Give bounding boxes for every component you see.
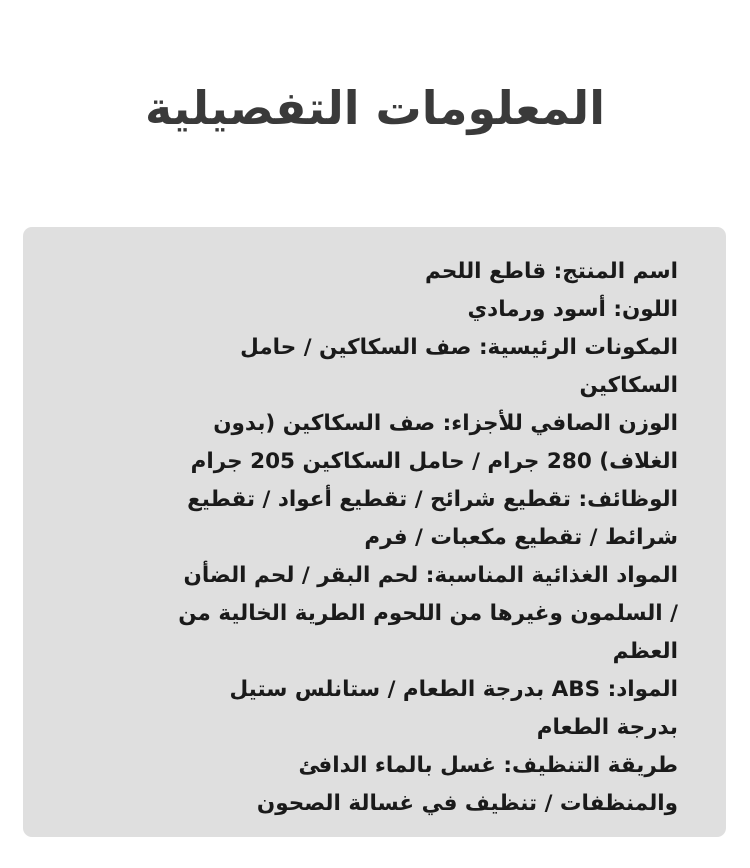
spec-label: المكونات الرئيسية: <box>478 335 678 360</box>
info-card <box>23 227 726 837</box>
spec-value: غسل بالماء الدافئ والمنظفات / تنظيف في غسالة الصحون <box>256 753 678 816</box>
spec-label: المواد الغذائية المناسبة: <box>425 563 678 588</box>
spec-value: أسود ورمادي <box>467 297 606 322</box>
spec-label: الوزن الصافي للأجزاء: <box>442 411 678 436</box>
spec-label: اسم المنتج: <box>553 259 678 284</box>
spec-label: المواد: <box>607 677 678 702</box>
spec-list <box>173 253 678 823</box>
spec-item-net-weight <box>173 405 678 481</box>
spec-label: الوظائف: <box>578 487 678 512</box>
spec-value: تقطيع شرائح / تقطيع أعواد / تقطيع شرائط / تقطيع مكعبات / فرم <box>187 487 678 550</box>
title-area <box>0 76 750 140</box>
spec-item-product-name <box>173 253 678 291</box>
spec-item-functions <box>173 481 678 557</box>
spec-label: طريقة التنظيف: <box>503 753 678 778</box>
spec-item-materials <box>173 671 678 747</box>
spec-value: قاطع اللحم <box>424 259 547 284</box>
spec-item-suitable-foods <box>173 557 678 671</box>
spec-value: صف السكاكين / حامل السكاكين <box>240 335 678 398</box>
spec-item-color <box>173 291 678 329</box>
spec-value: صف السكاكين (بدون الغلاف) 280 جرام / حامل السكاكين 205 جرام <box>190 411 678 474</box>
page-title: المعلومات التفصيلية <box>145 81 605 135</box>
spec-value: لحم البقر / لحم الضأن / السلمون وغيرها من اللحوم الطرية الخالية من العظم <box>178 563 678 664</box>
spec-label: اللون: <box>613 297 678 322</box>
spec-item-components <box>173 329 678 405</box>
spec-value: ABS بدرجة الطعام / ستانلس ستيل بدرجة الطعام <box>229 677 678 740</box>
spec-item-cleaning <box>173 747 678 823</box>
